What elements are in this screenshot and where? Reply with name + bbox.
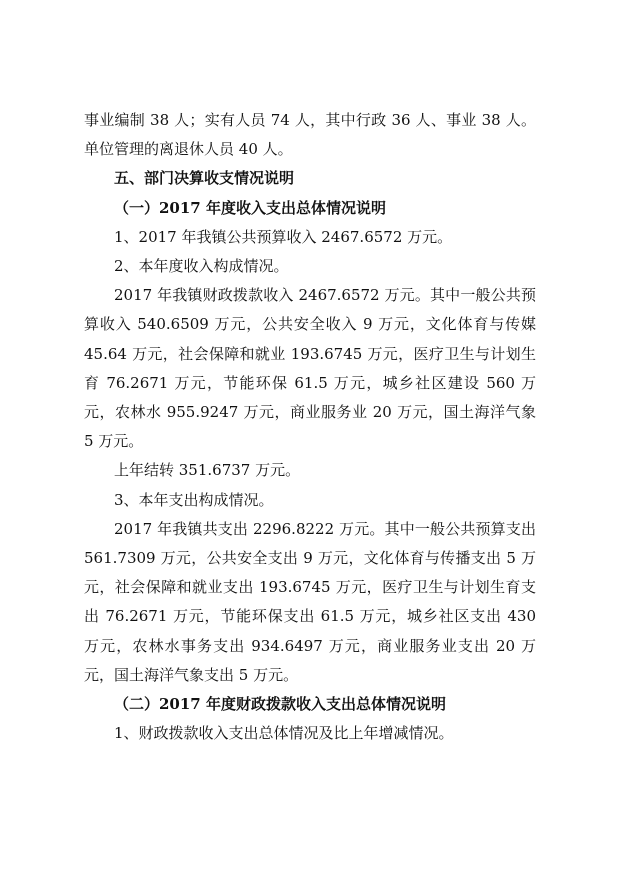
subsection-1-heading: （一）2017 年度收入支出总体情况说明 (114, 198, 386, 217)
item-1-budget-income: 1、2017 年我镇公共预算收入 2467.6572 万元。 (114, 227, 453, 246)
expenditure-detail-paragraph: 2017 年我镇共支出 2296.8222 万元。其中一般公共预算支出 561.7309 万元，公共安全支出 9 万元，文化体育与传播支出 5 万元，社会保障和就业支出 193.6745 万元，医疗卫生与计划生育支出 76.2671 万元，节能环保支出 61.5 万元，城乡社区支出 430 万元，农林水事务支出 934.6497 万元，商业服务业支出 20 万元，国土海洋气象支出 5 万元。 (84, 519, 536, 684)
income-detail-paragraph: 2017 年我镇财政拨款收入 2467.6572 万元。其中一般公共预算收入 540.6509 万元，公共安全收入 9 万元，文化体育与传媒 45.64 万元，社会保障和就业 193.6745 万元，医疗卫生与计划生育 76.2671 万元，节能环保 61.5 万元，城乡社区建设 560 万元，农林水 955.9247 万元，商业服务业 20 万元，国土海洋气象 5 万元。 (84, 286, 536, 451)
item-2-income-composition: 2、本年度收入构成情况。 (114, 257, 289, 276)
carryover-paragraph: 上年结转 351.6737 万元。 (114, 461, 301, 480)
section-5-heading: 五、部门决算收支情况说明 (114, 169, 295, 188)
subsection-2-heading: （二）2017 年度财政拨款收入支出总体情况说明 (114, 695, 446, 714)
subsection-2-item-1: 1、财政拨款收入支出总体情况及比上年增减情况。 (114, 724, 454, 743)
staffing-paragraph: 事业编制 38 人；实有人员 74 人，其中行政 36 人、事业 38 人。单位管理的离退休人员 40 人。 (84, 111, 536, 159)
document-body (84, 106, 536, 748)
item-3-expenditure-composition: 3、本年支出构成情况。 (114, 490, 274, 509)
